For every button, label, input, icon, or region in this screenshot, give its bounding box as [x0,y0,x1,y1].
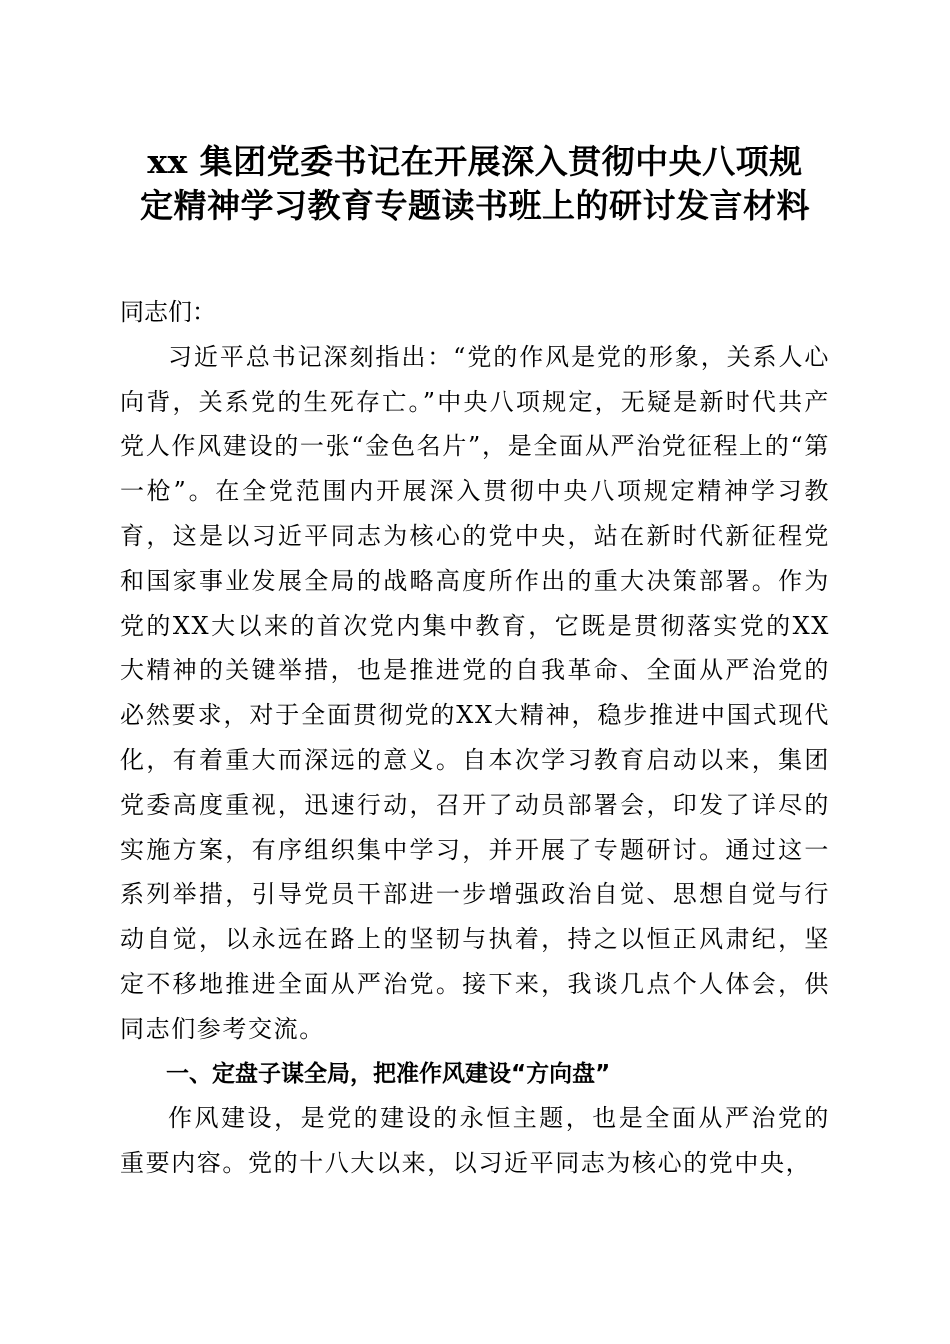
document-title [120,140,830,228]
title-line-2: 定精神学习教育专题读书班上的研讨发言材料 [140,186,810,225]
paragraph-section-1: 作风建设，是党的建设的永恒主题，也是全面从严治党的重要内容。党的十八大以来，以习近平同志为核心的党中央， [120,1104,830,1178]
document-page [120,140,830,1186]
document-body [120,290,830,1186]
salutation: 同志们： [120,298,216,326]
paragraph-intro: 习近平总书记深刻指出：“党的作风是党的形象，关系人心向背，关系党的生死存亡。”中央八项规定，无疑是新时代共产党人作风建设的一张“金色名片”，是全面从严治党征程上的“第一枪”。在全党范围内开展深入贯彻中央八项规定精神学习教育，这是以习近平同志为核心的党中央，站在新时代新征程党和国家事业发展全局的战略高度所作出的重大决策部署。作为党的XX大以来的首次党内集中教育，它既是贯彻落实党的XX大精神的关键举措，也是推进党的自我革命、全面从严治党的必然要求，对于全面贯彻党的XX大精神，稳步推进中国式现代化，有着重大而深远的意义。自本次学习教育启动以来，集团党委高度重视，迅速行动，召开了动员部署会，印发了详尽的实施方案，有序组织集中学习，并开展了专题研讨。通过这一系列举措，引导党员干部进一步增强政治自觉、思想自觉与行动自觉，以永远在路上的坚韧与执着，持之以恒正风肃纪，坚定不移地推进全面从严治党。接下来，我谈几点个人体会，供同志们参考交流。 [120,342,830,1043]
section-heading-1: 一、定盘子谋全局，把准作风建设“方向盘” [166,1060,611,1087]
title-line-1: xx 集团党委书记在开展深入贯彻中央八项规 [147,142,803,181]
